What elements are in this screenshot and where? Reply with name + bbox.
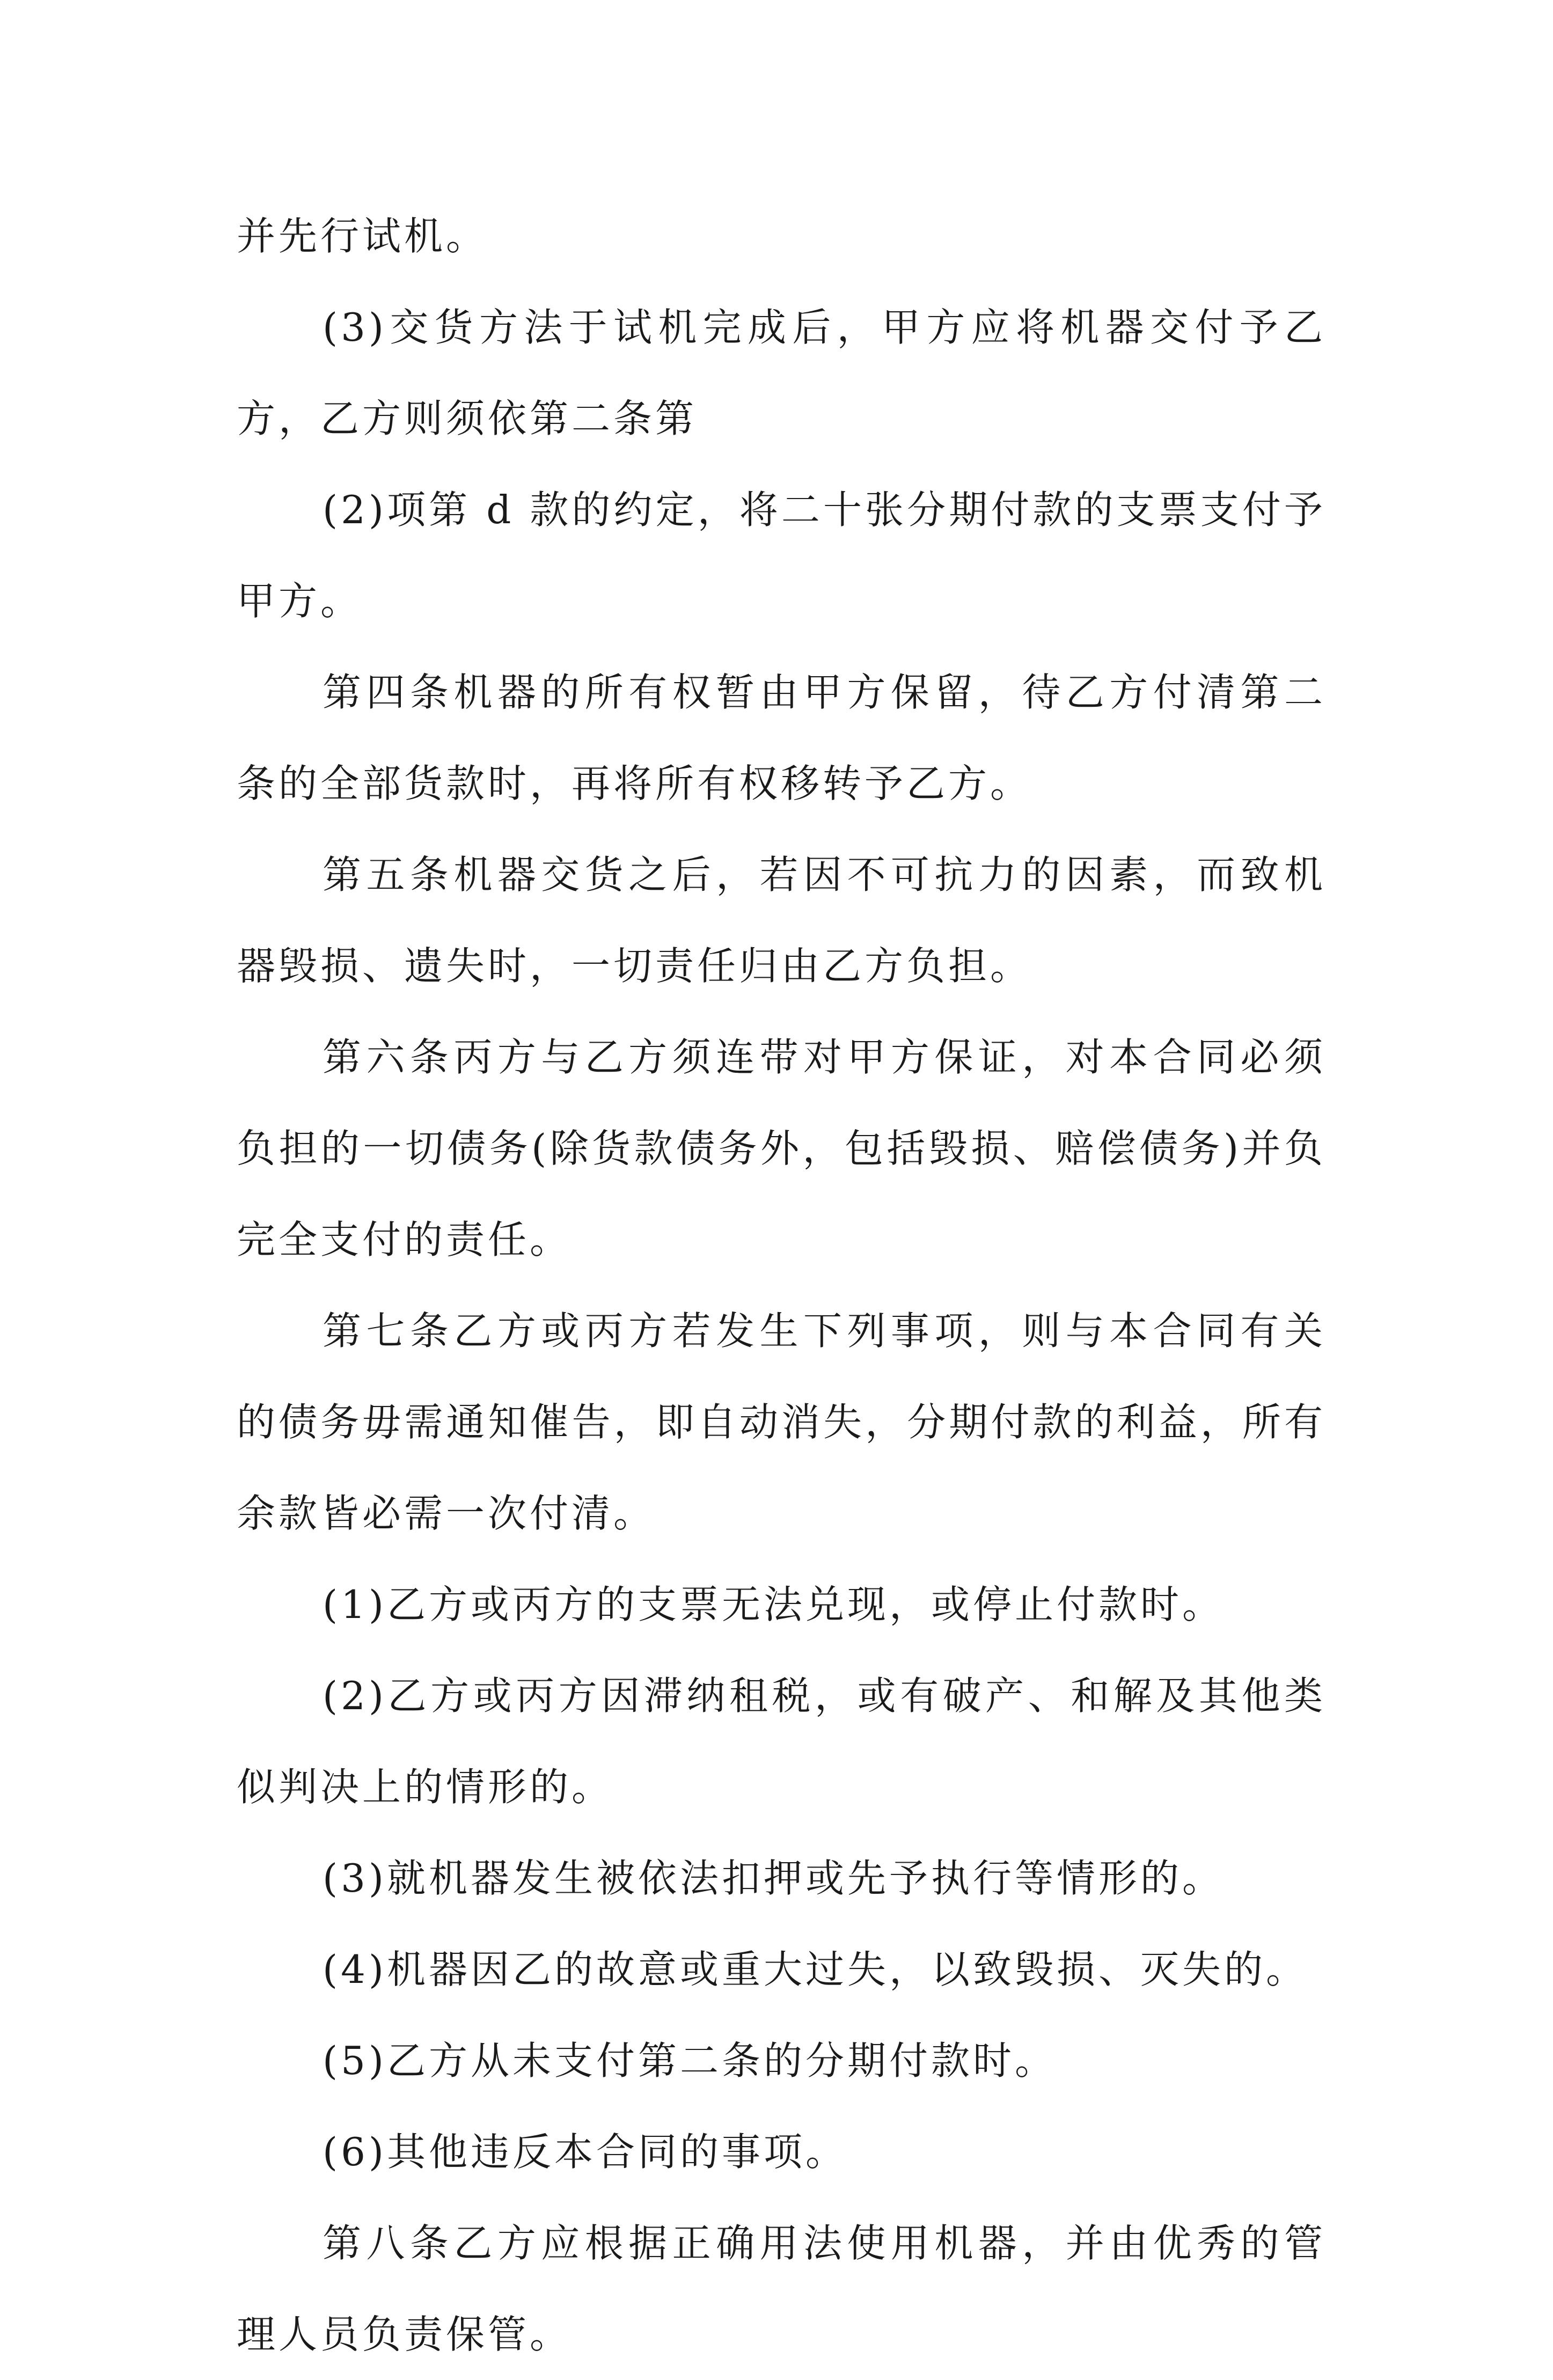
paragraph-article-4: 第四条机器的所有权暂由甲方保留，待乙方付清第二条的全部货款时，再将所有权移转予乙方。 xyxy=(237,670,1326,806)
document-body xyxy=(237,191,1326,2380)
paragraph-1: 并先行试机。 xyxy=(237,214,488,259)
list-item-3: (3)就机器发生被依法扣押或先予执行等情形的。 xyxy=(323,1856,1224,1901)
list-item-2: (2)乙方或丙方因滞纳租税，或有破产、和解及其他类似判决上的情形的。 xyxy=(237,1673,1326,1810)
paragraph-3: (2)项第 d 款的约定，将二十张分期付款的支票支付予甲方。 xyxy=(237,487,1326,624)
paragraph-article-6: 第六条丙方与乙方须连带对甲方保证，对本合同必须负担的一切债务(除货款债务外，包括毁损、赔偿债务)并负完全支付的责任。 xyxy=(237,1035,1326,1262)
paragraph-article-5: 第五条机器交货之后，若因不可抗力的因素，而致机器毁损、遗失时，一切责任归由乙方负担。 xyxy=(237,852,1326,988)
paragraph-2: (3)交货方法于试机完成后，甲方应将机器交付予乙方，乙方则须依第二条第 xyxy=(237,305,1326,441)
list-item-4: (4)机器因乙的故意或重大过失，以致毁损、灭失的。 xyxy=(323,1947,1308,1992)
list-item-5: (5)乙方从未支付第二条的分期付款时。 xyxy=(323,2038,1057,2083)
paragraph-article-7: 第七条乙方或丙方若发生下列事项，则与本合同有关的债务毋需通知催告，即自动消失，分期付款的利益，所有余款皆必需一次付清。 xyxy=(237,1308,1326,1536)
list-item-6: (6)其他违反本合同的事项。 xyxy=(323,2129,847,2174)
paragraph-article-8: 第八条乙方应根据正确用法使用机器，并由优秀的管理人员负责保管。 xyxy=(237,2221,1326,2357)
list-item-1: (1)乙方或丙方的支票无法兑现，或停止付款时。 xyxy=(323,1582,1224,1627)
